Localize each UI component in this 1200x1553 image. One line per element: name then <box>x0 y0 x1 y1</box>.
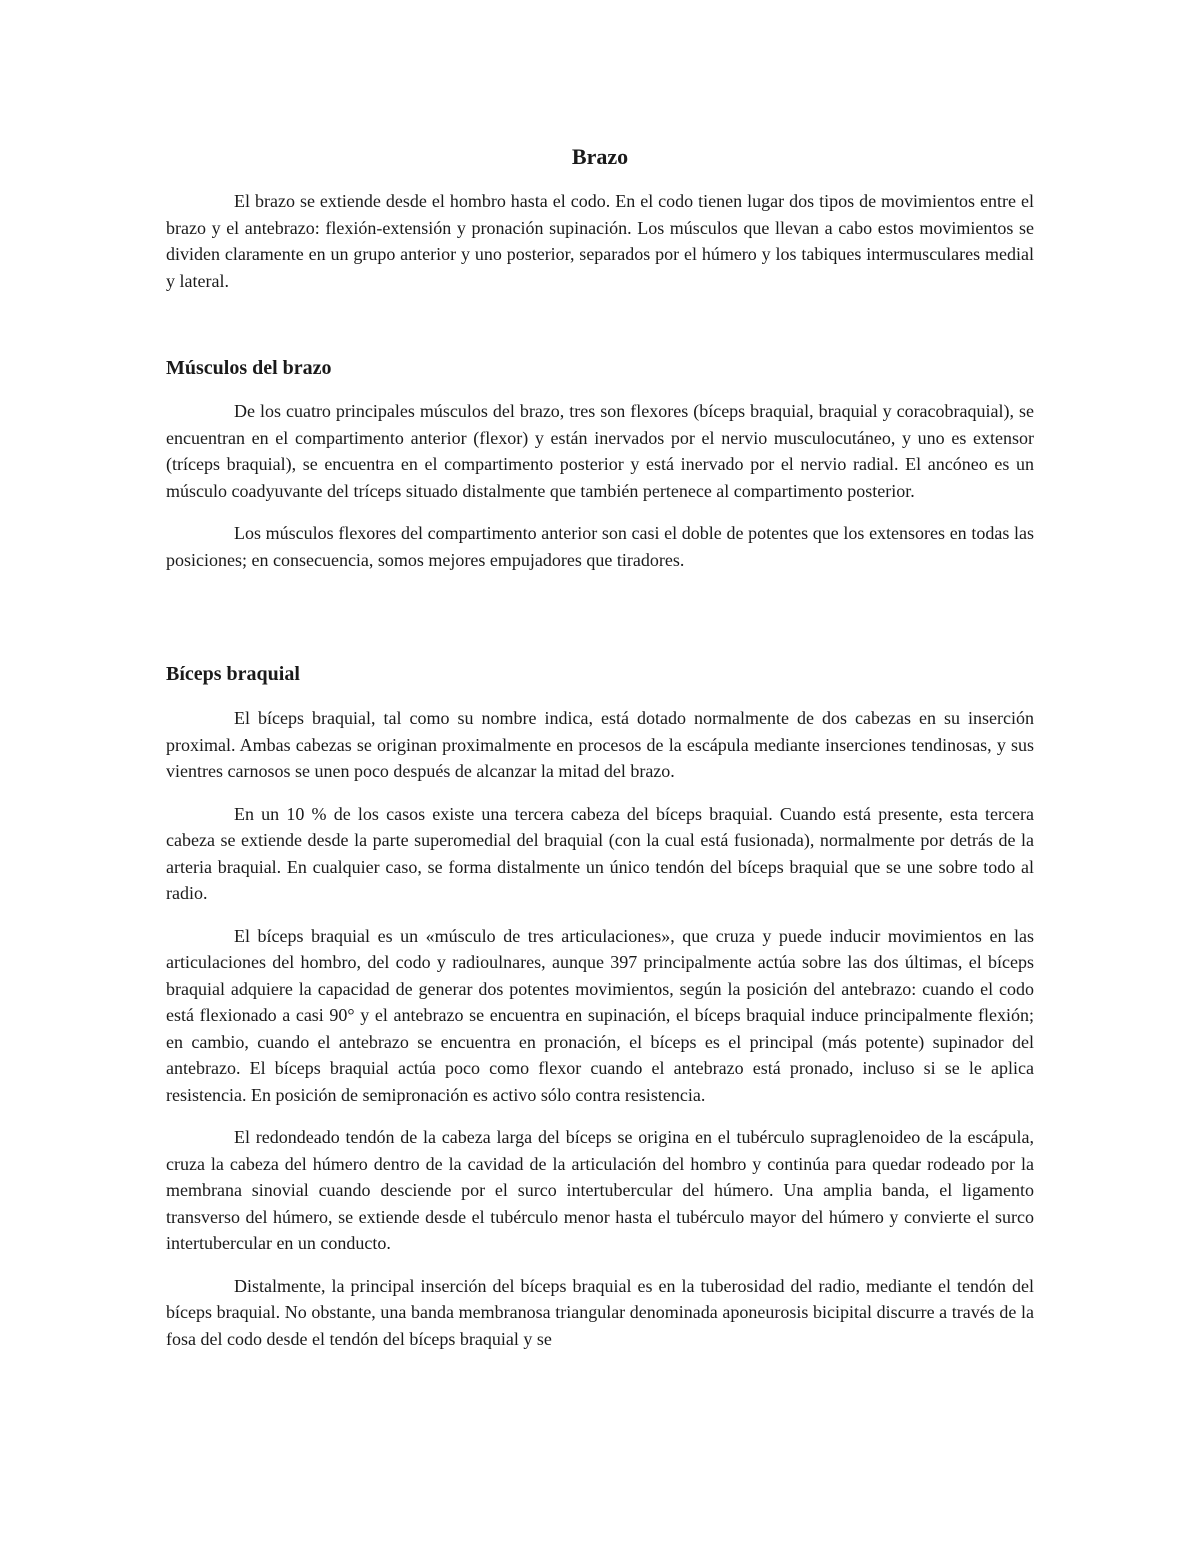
document-title: Brazo <box>571 144 629 169</box>
intro-paragraph: El brazo se extiende desde el hombro hasta el codo. En el codo tienen lugar dos tipos de movimientos entre el brazo y el antebrazo: flexión-extensión y pronación supinación. Los músculos que llevan a cabo estos movimientos se dividen claramente en un grupo anterior y uno posterior, separados por el húmero y los tabiques intermusculares medial y lateral. <box>166 191 1034 291</box>
paragraph: El bíceps braquial es un «músculo de tres articulaciones», que cruza y puede inducir movimientos en las articulaciones del hombro, del codo y radioulnares, aunque 397 principalmente actúa sobre las dos últimas, el bíceps braquial adquiere la capacidad de generar dos potentes movimientos, según la posición del antebrazo: cuando el codo está flexionado a casi 90° y el antebrazo se encuentra en supinación, el bíceps braquial induce principalmente flexión; en cambio, cuando el antebrazo se encuentra en pronación, el bíceps es el principal (más potente) supinador del antebrazo. El bíceps braquial actúa poco como flexor cuando el antebrazo está pronado, incluso si se le aplica resistencia. En posición de semipronación es activo sólo contra resistencia. <box>166 925 1034 1105</box>
paragraph: El bíceps braquial, tal como su nombre indica, está dotado normalmente de dos cabezas en su inserción proximal. Ambas cabezas se originan proximalmente en procesos de la escápula mediante inserciones tendinosas, y sus vientres carnosos se unen poco después de alcanzar la mitad del brazo. <box>166 708 1034 781</box>
intro-section <box>166 188 1034 294</box>
paragraph: De los cuatro principales músculos del brazo, tres son flexores (bíceps braquial, braquial y coracobraquial), se encuentran en el compartimento anterior (flexor) y están inervados por el nervio musculocutáneo, y uno es extensor (tríceps braquial), se encuentra en el compartimento posterior y está inervado por el nervio radial. El ancóneo es un músculo coadyuvante del tríceps situado distalmente que también pertenece al compartimento posterior. <box>166 401 1034 501</box>
section-heading: Músculos del brazo <box>166 357 332 379</box>
paragraph: El redondeado tendón de la cabeza larga del bíceps se origina en el tubérculo supraglenoideo de la escápula, cruza la cabeza del húmero dentro de la cavidad de la articulación del hombro y continúa para quedar rodeado por la membrana sinovial cuando desciende por el surco intertubercular del húmero. Una amplia banda, el ligamento transverso del húmero, se extiende desde el tubérculo menor hasta el tubérculo mayor del húmero y convierte el surco intertubercular en un conducto. <box>166 1127 1034 1253</box>
section-heading: Bíceps braquial <box>166 663 300 685</box>
paragraph: Los músculos flexores del compartimento anterior son casi el doble de potentes que los extensores en todas las posiciones; en consecuencia, somos mejores empujadores que tiradores. <box>166 523 1034 570</box>
paragraph: Distalmente, la principal inserción del bíceps braquial es en la tuberosidad del radio, mediante el tendón del bíceps braquial. No obstante, una banda membranosa triangular denominada aponeurosis bicipital discurre a través de la fosa del codo desde el tendón del bíceps braquial y se <box>166 1275 1034 1349</box>
paragraph: En un 10 % de los casos existe una tercera cabeza del bíceps braquial. Cuando está presente, esta tercera cabeza se extiende desde la parte superomedial del braquial (con la cual está fusionada), normalmente por detrás de la arteria braquial. En cualquier caso, se forma distalmente un único tendón del bíceps braquial que se une sobre todo al radio. <box>166 803 1034 903</box>
section-biceps-braquial <box>166 659 1034 1352</box>
section-musculos-del-brazo <box>166 353 1034 573</box>
